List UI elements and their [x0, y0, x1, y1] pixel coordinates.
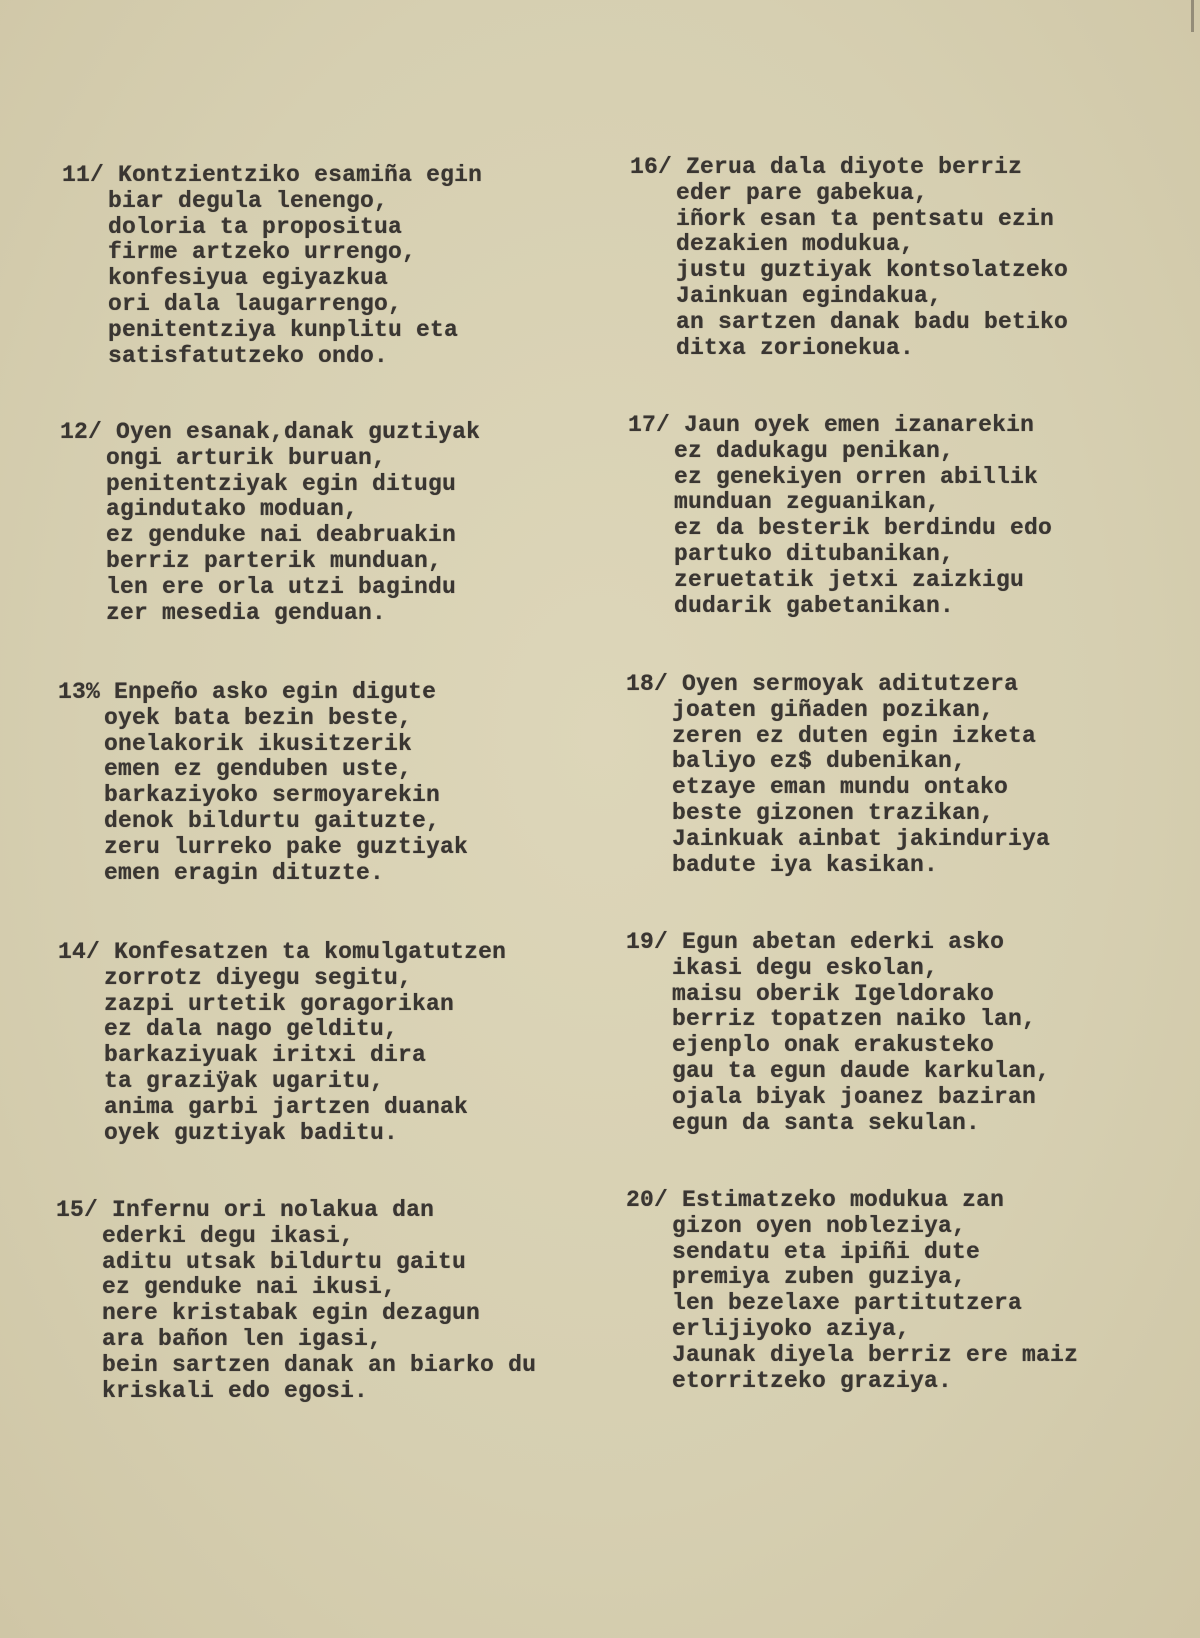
- stanza-line: agindutako moduan,: [106, 496, 359, 523]
- stanza-line: ongi arturik buruan,: [106, 444, 387, 471]
- stanza-number: 18/: [626, 671, 669, 697]
- stanza-line: satisfatutzeko ondo.: [108, 342, 389, 369]
- stanza-line: ta graziÿak ugaritu,: [104, 1067, 385, 1094]
- stanza-line: Jainkuak ainbat jakinduriya: [672, 825, 1051, 852]
- stanza-line: Kontzientziko esamiña egin: [118, 162, 483, 188]
- stanza-line: zeru lurreko pake guztiyak: [104, 833, 469, 860]
- stanza-line: emen ez genduben uste,: [104, 756, 413, 783]
- stanza-line: Enpeño asko egin digute: [114, 679, 437, 705]
- stanza-line: baliyo ez$ dubenikan,: [672, 748, 967, 775]
- stanza-line: partuko ditubanikan,: [674, 540, 955, 567]
- stanza-line: Jainkuan egindakua,: [676, 282, 943, 309]
- stanza-line: ejenplo onak erakusteko: [672, 1032, 995, 1059]
- stanza-line: ojala biyak joanez baziran: [672, 1083, 1037, 1110]
- stanza-number: 17/: [628, 412, 671, 438]
- stanza-line: iñork esan ta pentsatu ezin: [676, 205, 1055, 232]
- stanza-line: sendatu eta ipiñi dute: [672, 1238, 981, 1265]
- stanza-line: etzaye eman mundu ontako: [672, 774, 1009, 801]
- stanza-line: zazpi urtetik goragorikan: [104, 990, 455, 1017]
- stanza-line: Jaunak diyela berriz ere maiz: [672, 1341, 1079, 1368]
- stanza-number: 11/: [62, 162, 105, 188]
- stanza-line: emen eragin dituzte.: [104, 859, 385, 886]
- stanza-line: Oyen esanak,danak guztiyak: [116, 419, 481, 445]
- stanza-line: ez dala nago gelditu,: [104, 1016, 399, 1043]
- stanza-line: ez dadukagu penikan,: [674, 437, 955, 464]
- page-edge-mark: [1191, 0, 1194, 32]
- stanza-line: joaten giñaden pozikan,: [672, 696, 995, 723]
- stanza-number: 15/: [56, 1197, 99, 1223]
- stanza-first-line: [630, 155, 1068, 181]
- stanza-line: ditxa zorionekua.: [676, 334, 915, 361]
- stanza-13: [58, 680, 468, 886]
- stanza-line: anima garbi jartzen duanak: [104, 1093, 469, 1120]
- stanza-17: [628, 413, 1052, 619]
- stanza-line: kriskali edo egosi.: [102, 1377, 369, 1404]
- stanza-line: len bezelaxe partitutzera: [672, 1290, 1023, 1317]
- stanza-line: konfesiyua egiyazkua: [108, 265, 389, 292]
- stanza-line: zorrotz diyegu segitu,: [104, 964, 413, 991]
- stanza-line: ara bañon len igasi,: [102, 1325, 383, 1352]
- stanza-line: ez genduke nai deabruakin: [106, 522, 457, 549]
- stanza-first-line: [58, 680, 468, 706]
- stanza-line: ederki degu ikasi,: [102, 1222, 355, 1249]
- stanza-line: Zerua dala diyote berriz: [686, 154, 1023, 180]
- stanza-14: [58, 940, 506, 1146]
- stanza-line: onelakorik ikusitzerik: [104, 730, 413, 757]
- stanza-line: firme artzeko urrengo,: [108, 239, 417, 266]
- stanza-first-line: [58, 940, 506, 966]
- stanza-line: penitentziyak egin ditugu: [106, 470, 457, 497]
- stanza-line: len ere orla utzi bagindu: [106, 573, 457, 600]
- stanza-line: justu guztiyak kontsolatzeko: [676, 257, 1069, 284]
- stanza-line: erlijiyoko aziya,: [672, 1315, 911, 1342]
- stanza-line: ez da besterik berdindu edo: [674, 515, 1053, 542]
- stanza-line: eder pare gabekua,: [676, 179, 929, 206]
- stanza-number: 12/: [60, 419, 103, 445]
- stanza-line: denok bildurtu gaituzte,: [104, 807, 441, 834]
- stanza-line: ori dala laugarrengo,: [108, 290, 403, 317]
- stanza-line: an sartzen danak badu betiko: [676, 308, 1069, 335]
- stanza-line: etorritzeko graziya.: [672, 1367, 953, 1394]
- stanza-number: 19/: [626, 929, 669, 955]
- stanza-first-line: [626, 930, 1050, 956]
- stanza-number: 20/: [626, 1187, 669, 1213]
- stanza-first-line: [60, 420, 480, 446]
- stanza-15: [56, 1198, 536, 1404]
- stanza-18: [626, 672, 1050, 878]
- stanza-line: barkaziyoko sermoyarekin: [104, 782, 441, 809]
- stanza-line: berriz topatzen naiko lan,: [672, 1006, 1037, 1033]
- stanza-line: Infernu ori nolakua dan: [112, 1197, 435, 1223]
- stanza-line: beste gizonen trazikan,: [672, 799, 995, 826]
- stanza-line: biar degula lenengo,: [108, 187, 389, 214]
- stanza-16: [630, 155, 1068, 361]
- stanza-first-line: [56, 1198, 536, 1224]
- stanza-line: aditu utsak bildurtu gaitu: [102, 1248, 467, 1275]
- stanza-line: egun da santa sekulan.: [672, 1109, 981, 1136]
- stanza-12: [60, 420, 480, 626]
- stanza-line: maisu oberik Igeldorako: [672, 980, 995, 1007]
- stanza-line: gau ta egun daude karkulan,: [672, 1057, 1051, 1084]
- stanza-number: 13%: [58, 679, 101, 705]
- stanza-line: zer mesedia genduan.: [106, 599, 387, 626]
- stanza-line: oyek bata bezin beste,: [104, 704, 413, 731]
- stanza-line: penitentziya kunplitu eta: [108, 316, 459, 343]
- stanza-first-line: [628, 413, 1052, 439]
- stanza-number: 14/: [58, 939, 101, 965]
- stanza-line: oyek guztiyak baditu.: [104, 1119, 399, 1146]
- stanza-line: Konfesatzen ta komulgatutzen: [114, 939, 507, 965]
- stanza-line: ikasi degu eskolan,: [672, 954, 939, 981]
- stanza-line: bein sartzen danak an biarko du: [102, 1351, 537, 1378]
- stanza-20: [626, 1188, 1078, 1394]
- stanza-line: zeruetatik jetxi zaizkigu: [674, 566, 1025, 593]
- stanza-line: zeren ez duten egin izketa: [672, 722, 1037, 749]
- stanza-line: premiya zuben guziya,: [672, 1264, 967, 1291]
- stanza-line: Oyen sermoyak aditutzera: [682, 671, 1019, 697]
- stanza-line: Estimatzeko modukua zan: [682, 1187, 1005, 1213]
- stanza-line: nere kristabak egin dezagun: [102, 1300, 481, 1327]
- stanza-line: ez genduke nai ikusi,: [102, 1274, 397, 1301]
- stanza-19: [626, 930, 1050, 1136]
- stanza-line: doloria ta propositua: [108, 213, 403, 240]
- stanza-line: badute iya kasikan.: [672, 851, 939, 878]
- stanza-first-line: [626, 672, 1050, 698]
- stanza-line: dudarik gabetanikan.: [674, 592, 955, 619]
- stanza-line: dezakien modukua,: [676, 231, 915, 258]
- stanza-line: munduan zeguanikan,: [674, 489, 941, 516]
- stanza-line: barkaziyuak iritxi dira: [104, 1042, 427, 1069]
- stanza-line: Jaun oyek emen izanarekin: [684, 412, 1035, 438]
- stanza-line: Egun abetan ederki asko: [682, 929, 1005, 955]
- stanza-11: [62, 163, 482, 369]
- stanza-number: 16/: [630, 154, 673, 180]
- stanza-first-line: [626, 1188, 1078, 1214]
- stanza-line: gizon oyen nobleziya,: [672, 1212, 967, 1239]
- stanza-line: ez genekiyen orren abillik: [674, 463, 1039, 490]
- stanza-first-line: [62, 163, 482, 189]
- stanza-line: berriz parterik munduan,: [106, 547, 443, 574]
